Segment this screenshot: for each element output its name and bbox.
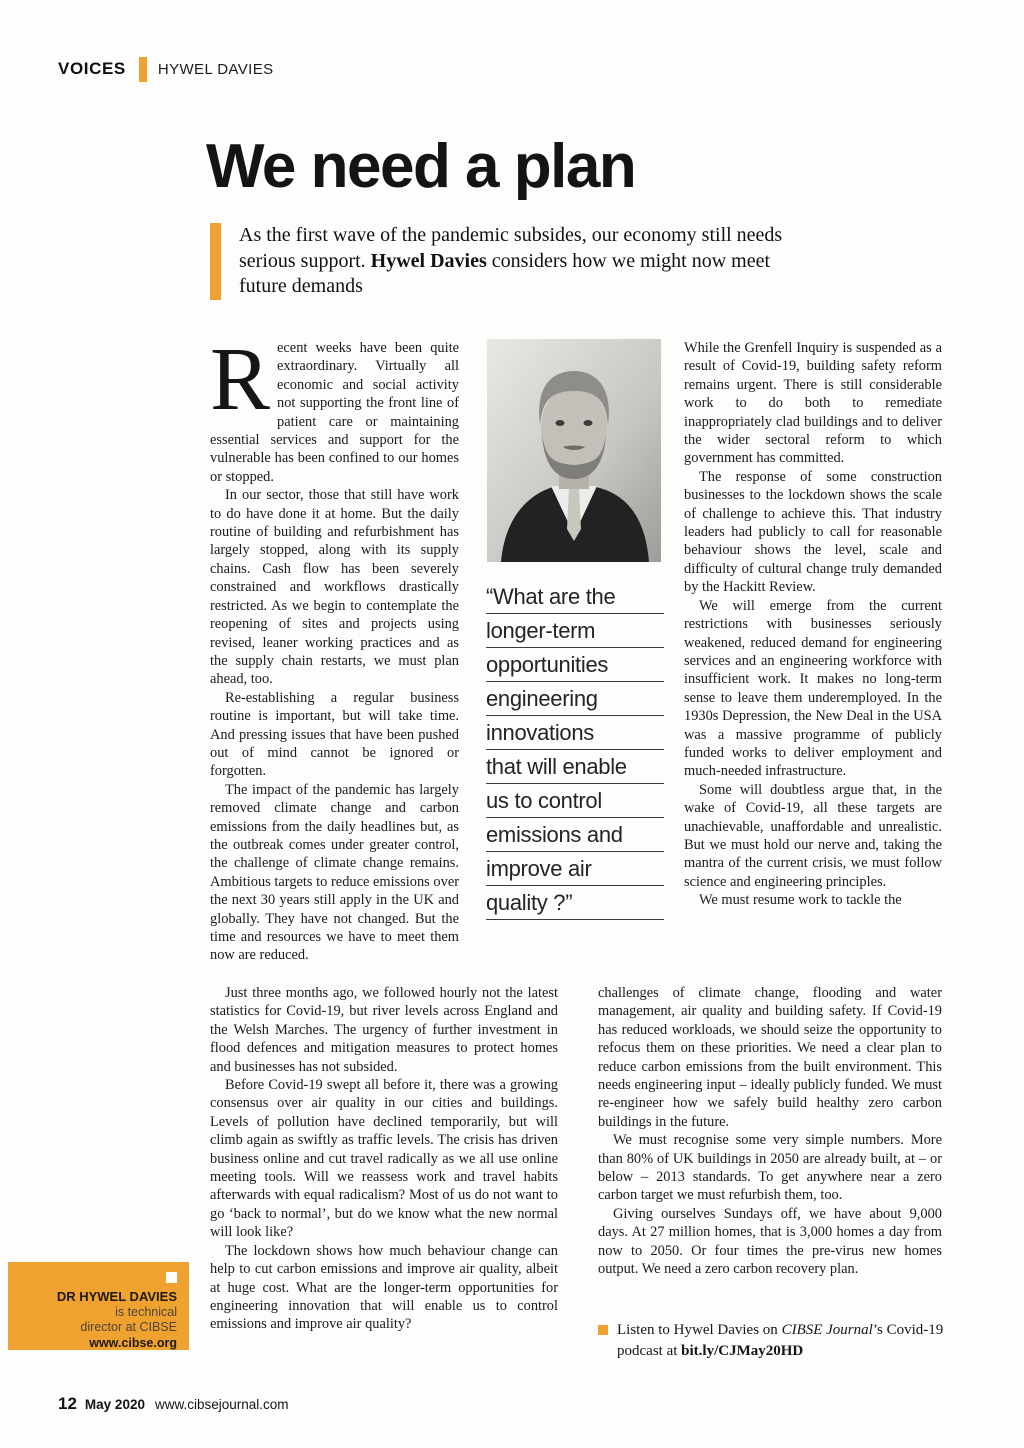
paragraph: The lockdown shows how much behaviour change can help to cut carbon emissions and improve air quality, albeit at huge cost. What are the longer-term opportunities for engineering innovation that will enable us to control emissions and improve air quality?: [210, 1242, 558, 1333]
standfirst-before: As the first wave of the pandemic subsides, our economy still needs serious support.: [239, 224, 783, 272]
pull-quote-line: innovations: [486, 721, 664, 750]
article-column-right-wide: [598, 984, 942, 1279]
right-eye: [584, 420, 593, 426]
issue-date: May 2020: [84, 1397, 145, 1412]
pull-quote-line: “What are the: [486, 585, 664, 614]
podcast-before: Listen to Hywel Davies on: [617, 1322, 782, 1338]
pull-quote-line: improve air: [486, 857, 664, 886]
paragraph: Re-establishing a regular business routine is important, but will take time. And pressing issues that have been pushed out of mind cannot be ignored or forgotten.: [210, 689, 459, 780]
author-box-square-icon: [166, 1272, 177, 1283]
paragraph: We will emerge from the current restrictions with businesses seriously weakened, reduced demand for engineering services and an engineering workforce with insufficient work. It makes no long-term sense to leave them underemployed. In the 1930s Depression, the New Deal in the USA was a massive programme of publicly funded works to deliver employment and much-needed infrastructure.: [684, 597, 942, 780]
podcast-journal-title: CIBSE Journal: [781, 1322, 873, 1338]
paragraph: While the Grenfell Inquiry is suspended as a result of Covid-19, building safety reform remains urgent. There is still considerable work to do both to remediate inappropriately clad buildings and to deliver the wider sectoral reform to which government has committed.: [684, 340, 942, 467]
portrait-photo: [487, 339, 661, 562]
page-number: 12: [58, 1394, 77, 1413]
paragraph: Before Covid-19 swept all before it, there was a growing consensus over air quality in our cities and buildings. Levels of pollution have declined temporarily, but will climb again as swiftly as traffic levels. The crisis has driven business online and cut travel radically as we all use online meeting tools. Will we reassess work and travel habits afterwards with equal radicalism? Most of us do not want to go ‘back to normal’, but do we know what the new normal will look like?: [210, 1077, 558, 1241]
podcast-note: [598, 1320, 950, 1362]
author-role-line: is technical: [115, 1305, 177, 1319]
pull-quote: [486, 585, 664, 925]
podcast-text: [617, 1320, 950, 1362]
section-kicker: VOICES: [58, 59, 126, 78]
drop-cap: R: [210, 330, 271, 429]
paragraph: [210, 330, 459, 486]
paragraph: Giving ourselves Sundays off, we have about 9,000 days. At 27 million homes, that is 3,000 homes a day from now to 2050. Or four times the pre-virus new homes output. We need a zero carbon recovery plan.: [598, 1205, 942, 1278]
paragraph: Some will doubtless argue that, in the wake of Covid-19, all these targets are unachievable, unaffordable and unrealistic. But we must hold our nerve and, taking the mantra of the current crisis, we must follow science and engineering principles.: [684, 781, 942, 890]
pull-quote-line: quality ?”: [486, 891, 664, 920]
standfirst-accent-bar: [210, 223, 221, 300]
site-url[interactable]: www.cibsejournal.com: [154, 1397, 289, 1412]
masthead: [58, 56, 274, 82]
pull-quote-line: emissions and: [486, 823, 664, 852]
podcast-mid: ’s Covid-19 podcast at: [617, 1322, 944, 1359]
standfirst-author-bold: Hywel Davies: [370, 249, 487, 272]
author-name: DR HYWEL DAVIES: [56, 1289, 177, 1304]
pull-quote-line: that will enable: [486, 755, 664, 784]
article-column-left: [210, 330, 459, 965]
pull-quote-line: us to control: [486, 789, 664, 818]
page-footer: [58, 1394, 289, 1414]
author-website-link[interactable]: www.cibse.org: [89, 1336, 177, 1350]
author-box-text: [18, 1289, 177, 1351]
paragraph: Just three months ago, we followed hourly not the latest statistics for Covid-19, but river levels across England and the Welsh Marches. The urgency of further investment in flood defences and mitigation measures to protect homes and businesses has not subsided.: [210, 985, 558, 1075]
article-column-left-wide: [210, 984, 558, 1334]
author-box: [8, 1262, 189, 1350]
paragraph: challenges of climate change, flooding and water management, air quality and building safety. If Covid-19 has reduced workloads, we should seize the opportunity to refocus them on these priorities. We need a clear plan to reduce carbon emissions from the built environment. This needs engineering input – ideally publicly funded. We must re-engineer how we safely build healthy zero carbon buildings in the future.: [598, 985, 942, 1130]
standfirst-text: [221, 223, 818, 300]
left-eye: [556, 420, 565, 426]
standfirst: [210, 223, 818, 300]
paragraph: We must resume work to tackle the: [699, 892, 902, 909]
paragraph: The response of some construction businesses to the lockdown shows the scale of challenge to achieve this. That industry leaders had publicly to call for reasonable behaviour shows the level, scale and difficulty of cultural change truly demanded by the Hackitt Review.: [684, 468, 942, 596]
pull-quote-line: opportunities: [486, 653, 664, 682]
paragraph: In our sector, those that still have work to do have done it at home. But the daily routine of building and refurbishment has largely stopped, along with its supply chains. Cash flow has been severely constrained and workflows drastically restricted. As we begin to contemplate the reopening of sites and projects using revised, leaner working practices and as the supply chain restarts, we must plan ahead, too.: [210, 487, 459, 688]
headline: We need a plan: [206, 132, 636, 201]
article-column-right: [684, 339, 942, 910]
paragraph: We must recognise some very simple numbers. More than 80% of UK buildings in 2050 are already built, at – or below – 2013 standards. To get anywhere near a zero carbon target we must refurbish them, too.: [598, 1132, 942, 1204]
paragraph-text: ecent weeks have been quite extraordinary. Virtually all economic and social activity not supporting the front line of patient care or maintaining essential services and support for the vulnerable has been confined to our homes or stopped.: [210, 340, 459, 485]
masthead-author: HYWEL DAVIES: [157, 60, 274, 78]
standfirst-after: considers how we might now meet future demands: [239, 249, 771, 297]
author-role-line: director at CIBSE: [80, 1320, 177, 1334]
podcast-link[interactable]: bit.ly/CJMay20HD: [681, 1343, 804, 1359]
pull-quote-line: longer-term: [486, 619, 664, 648]
bullet-square-icon: [598, 1325, 608, 1335]
pull-quote-line: engineering: [486, 687, 664, 716]
paragraph: The impact of the pandemic has largely removed climate change and carbon emissions from the daily headlines but, as the outbreak comes under greater control, the challenge of climate change remains. Ambitious targets to reduce emissions over the next 30 years still apply in the UK and globally. They have not changed. But the time and resources we have to meet them now are reduced.: [210, 781, 459, 964]
kicker-divider-bar: [139, 57, 147, 82]
face: [541, 386, 607, 470]
